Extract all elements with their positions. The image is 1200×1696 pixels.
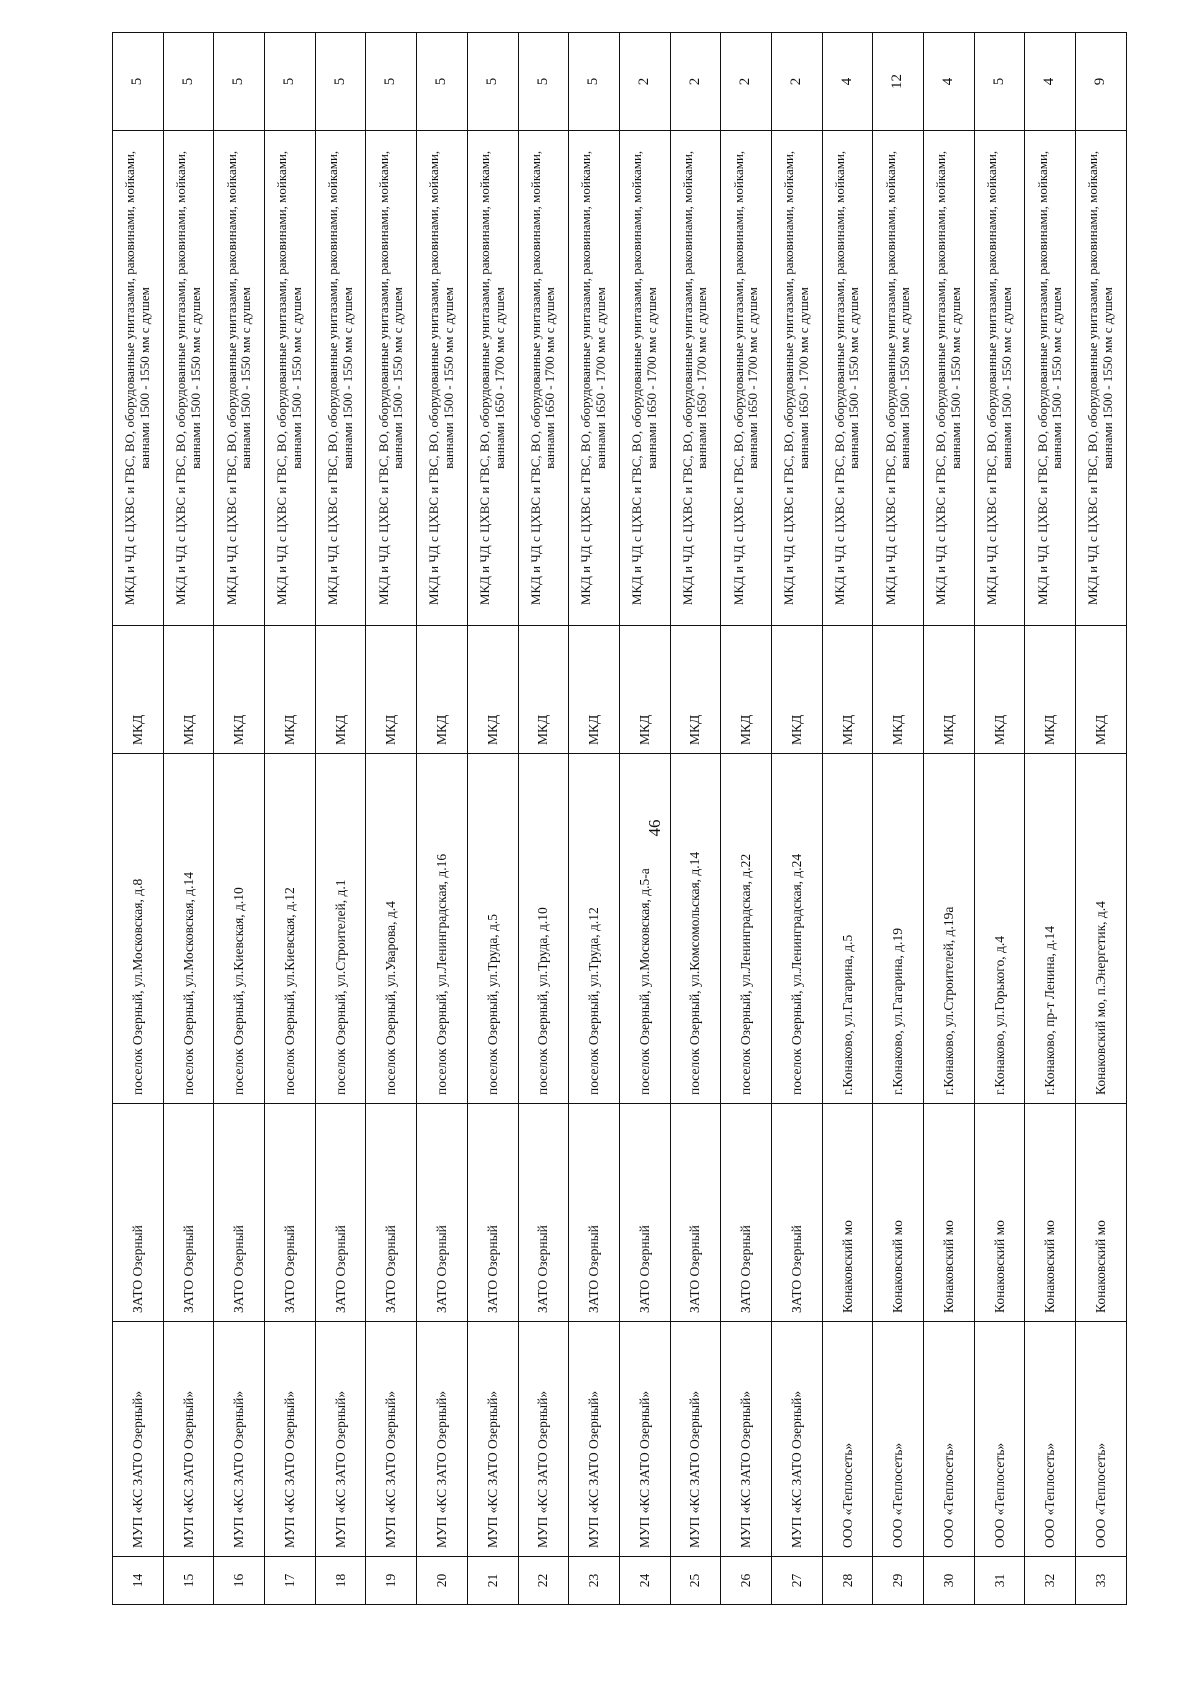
address-cell: поселок Озерный, ул.Киевская, д.12 [265, 754, 316, 1104]
municipality-cell: ЗАТО Озерный [467, 1104, 518, 1322]
table-row [214, 33, 265, 1605]
address-cell: г.Конаково, ул.Гагарина, д.5 [822, 754, 873, 1104]
row-number-cell: 29 [873, 1557, 924, 1605]
rotated-table-container [112, 33, 1127, 1605]
address-cell: поселок Озерный, ул.Строителей, д.1 [315, 754, 366, 1104]
table-row [569, 33, 620, 1605]
table-row [467, 33, 518, 1605]
row-number-cell: 31 [974, 1557, 1025, 1605]
description-cell: МКД и ЧД с ЦХВС и ГВС, ВО, оборудованные унитазами, раковинами, мойками, ваннами 1500 - 1550 мм с душем [113, 131, 164, 626]
organization-cell: МУП «КС ЗАТО Озерный» [670, 1322, 721, 1557]
municipality-cell: Конаковский мо [1025, 1104, 1076, 1322]
building-type-cell: МКД [619, 626, 670, 754]
municipality-cell: Конаковский мо [924, 1104, 975, 1322]
description-cell: МКД и ЧД с ЦХВС и ГВС, ВО, оборудованные унитазами, раковинами, мойками, ваннами 1650 - 1700 мм с душем [518, 131, 569, 626]
organization-cell: ООО «Теплосеть» [822, 1322, 873, 1557]
building-type-cell: МКД [518, 626, 569, 754]
table-row [721, 33, 772, 1605]
table-row [822, 33, 873, 1605]
row-number-cell: 33 [1076, 1557, 1127, 1605]
building-type-cell: МКД [366, 626, 417, 754]
description-cell: МКД и ЧД с ЦХВС и ГВС, ВО, оборудованные унитазами, раковинами, мойками, ваннами 1650 - 1700 мм с душем [619, 131, 670, 626]
table-row [1076, 33, 1127, 1605]
row-number-cell: 16 [214, 1557, 265, 1605]
count-cell: 5 [113, 33, 164, 131]
count-cell: 2 [721, 33, 772, 131]
address-cell: поселок Озерный, ул.Комсомольская, д.14 [670, 754, 721, 1104]
address-cell: г.Конаково, ул.Горького, д.4 [974, 754, 1025, 1104]
table-body [113, 33, 1127, 1605]
municipality-cell: Конаковский мо [974, 1104, 1025, 1322]
building-type-cell: МКД [467, 626, 518, 754]
organization-cell: ООО «Теплосеть» [924, 1322, 975, 1557]
organization-cell: МУП «КС ЗАТО Озерный» [619, 1322, 670, 1557]
row-number-cell: 19 [366, 1557, 417, 1605]
row-number-cell: 20 [417, 1557, 468, 1605]
table-row [113, 33, 164, 1605]
description-cell: МКД и ЧД с ЦХВС и ГВС, ВО, оборудованные унитазами, раковинами, мойками, ваннами 1500 - 1550 мм с душем [1025, 131, 1076, 626]
table-row [873, 33, 924, 1605]
building-type-cell: МКД [265, 626, 316, 754]
building-type-cell: МКД [417, 626, 468, 754]
count-cell: 5 [214, 33, 265, 131]
count-cell: 5 [265, 33, 316, 131]
municipality-cell: ЗАТО Озерный [315, 1104, 366, 1322]
address-cell: поселок Озерный, ул.Московская, д.8 [113, 754, 164, 1104]
address-cell: поселок Озерный, ул.Московская, д.5-а [619, 754, 670, 1104]
description-cell: МКД и ЧД с ЦХВС и ГВС, ВО, оборудованные унитазами, раковинами, мойками, ваннами 1500 - 1550 мм с душем [924, 131, 975, 626]
municipality-cell: Конаковский мо [873, 1104, 924, 1322]
address-cell: поселок Озерный, ул.Труда, д.12 [569, 754, 620, 1104]
address-cell: поселок Озерный, ул.Труда, д.10 [518, 754, 569, 1104]
count-cell: 5 [569, 33, 620, 131]
municipality-cell: ЗАТО Озерный [214, 1104, 265, 1322]
count-cell: 5 [315, 33, 366, 131]
count-cell: 2 [771, 33, 822, 131]
count-cell: 5 [518, 33, 569, 131]
page-number: 46 [645, 819, 664, 837]
address-cell: поселок Озерный, ул.Ленинградская, д.24 [771, 754, 822, 1104]
municipality-cell: ЗАТО Озерный [518, 1104, 569, 1322]
address-cell: поселок Озерный, ул.Ленинградская, д.22 [721, 754, 772, 1104]
description-cell: МКД и ЧД с ЦХВС и ГВС, ВО, оборудованные унитазами, раковинами, мойками, ваннами 1650 - 1700 мм с душем [467, 131, 518, 626]
row-number-cell: 21 [467, 1557, 518, 1605]
table-row [417, 33, 468, 1605]
municipality-cell: Конаковский мо [822, 1104, 873, 1322]
description-cell: МКД и ЧД с ЦХВС и ГВС, ВО, оборудованные унитазами, раковинами, мойками, ваннами 1650 - 1700 мм с душем [721, 131, 772, 626]
organization-cell: ООО «Теплосеть» [1076, 1322, 1127, 1557]
address-cell: поселок Озерный, ул.Московская, д.14 [163, 754, 214, 1104]
building-type-cell: МКД [974, 626, 1025, 754]
municipality-cell: ЗАТО Озерный [163, 1104, 214, 1322]
row-number-cell: 22 [518, 1557, 569, 1605]
municipality-cell: ЗАТО Озерный [417, 1104, 468, 1322]
table-row [315, 33, 366, 1605]
organization-cell: МУП «КС ЗАТО Озерный» [113, 1322, 164, 1557]
organization-cell: МУП «КС ЗАТО Озерный» [771, 1322, 822, 1557]
table-row [619, 33, 670, 1605]
count-cell: 4 [924, 33, 975, 131]
row-number-cell: 30 [924, 1557, 975, 1605]
count-cell: 5 [467, 33, 518, 131]
description-cell: МКД и ЧД с ЦХВС и ГВС, ВО, оборудованные унитазами, раковинами, мойками, ваннами 1500 - 1550 мм с душем [974, 131, 1025, 626]
table-row [974, 33, 1025, 1605]
row-number-cell: 15 [163, 1557, 214, 1605]
address-cell: поселок Озерный, ул.Уварова, д.4 [366, 754, 417, 1104]
building-type-cell: МКД [822, 626, 873, 754]
row-number-cell: 28 [822, 1557, 873, 1605]
table-row [1025, 33, 1076, 1605]
row-number-cell: 18 [315, 1557, 366, 1605]
count-cell: 5 [366, 33, 417, 131]
description-cell: МКД и ЧД с ЦХВС и ГВС, ВО, оборудованные унитазами, раковинами, мойками, ваннами 1500 - 1550 мм с душем [417, 131, 468, 626]
municipality-cell: Конаковский мо [1076, 1104, 1127, 1322]
organization-cell: ООО «Теплосеть» [974, 1322, 1025, 1557]
building-type-cell: МКД [163, 626, 214, 754]
building-type-cell: МКД [721, 626, 772, 754]
organization-cell: МУП «КС ЗАТО Озерный» [417, 1322, 468, 1557]
organization-cell: ООО «Теплосеть» [873, 1322, 924, 1557]
organization-cell: ООО «Теплосеть» [1025, 1322, 1076, 1557]
row-number-cell: 26 [721, 1557, 772, 1605]
municipality-cell: ЗАТО Озерный [265, 1104, 316, 1322]
count-cell: 5 [417, 33, 468, 131]
row-number-cell: 27 [771, 1557, 822, 1605]
organization-cell: МУП «КС ЗАТО Озерный» [569, 1322, 620, 1557]
building-type-cell: МКД [1076, 626, 1127, 754]
description-cell: МКД и ЧД с ЦХВС и ГВС, ВО, оборудованные унитазами, раковинами, мойками, ваннами 1500 - 1550 мм с душем [873, 131, 924, 626]
organization-cell: МУП «КС ЗАТО Озерный» [721, 1322, 772, 1557]
building-type-cell: МКД [113, 626, 164, 754]
address-cell: г.Конаково, ул.Строителей, д.19а [924, 754, 975, 1104]
description-cell: МКД и ЧД с ЦХВС и ГВС, ВО, оборудованные унитазами, раковинами, мойками, ваннами 1500 - 1550 мм с душем [1076, 131, 1127, 626]
building-type-cell: МКД [569, 626, 620, 754]
count-cell: 12 [873, 33, 924, 131]
organization-cell: МУП «КС ЗАТО Озерный» [467, 1322, 518, 1557]
table-row [366, 33, 417, 1605]
count-cell: 9 [1076, 33, 1127, 131]
address-cell: г.Конаково, пр-т Ленина, д.14 [1025, 754, 1076, 1104]
building-type-cell: МКД [873, 626, 924, 754]
row-number-cell: 14 [113, 1557, 164, 1605]
building-type-cell: МКД [214, 626, 265, 754]
municipality-cell: ЗАТО Озерный [771, 1104, 822, 1322]
building-type-cell: МКД [924, 626, 975, 754]
address-cell: поселок Озерный, ул.Киевская, д.10 [214, 754, 265, 1104]
table-row [265, 33, 316, 1605]
organization-cell: МУП «КС ЗАТО Озерный» [315, 1322, 366, 1557]
count-cell: 2 [619, 33, 670, 131]
row-number-cell: 23 [569, 1557, 620, 1605]
row-number-cell: 17 [265, 1557, 316, 1605]
municipality-cell: ЗАТО Озерный [721, 1104, 772, 1322]
description-cell: МКД и ЧД с ЦХВС и ГВС, ВО, оборудованные унитазами, раковинами, мойками, ваннами 1500 - 1550 мм с душем [214, 131, 265, 626]
municipality-cell: ЗАТО Озерный [113, 1104, 164, 1322]
count-cell: 4 [1025, 33, 1076, 131]
row-number-cell: 32 [1025, 1557, 1076, 1605]
count-cell: 5 [974, 33, 1025, 131]
description-cell: МКД и ЧД с ЦХВС и ГВС, ВО, оборудованные унитазами, раковинами, мойками, ваннами 1500 - 1550 мм с душем [265, 131, 316, 626]
organization-cell: МУП «КС ЗАТО Озерный» [366, 1322, 417, 1557]
municipality-cell: ЗАТО Озерный [366, 1104, 417, 1322]
municipality-cell: ЗАТО Озерный [670, 1104, 721, 1322]
description-cell: МКД и ЧД с ЦХВС и ГВС, ВО, оборудованные унитазами, раковинами, мойками, ваннами 1500 - 1550 мм с душем [822, 131, 873, 626]
description-cell: МКД и ЧД с ЦХВС и ГВС, ВО, оборудованные унитазами, раковинами, мойками, ваннами 1500 - 1550 мм с душем [366, 131, 417, 626]
description-cell: МКД и ЧД с ЦХВС и ГВС, ВО, оборудованные унитазами, раковинами, мойками, ваннами 1650 - 1700 мм с душем [569, 131, 620, 626]
row-number-cell: 25 [670, 1557, 721, 1605]
organization-cell: МУП «КС ЗАТО Озерный» [214, 1322, 265, 1557]
row-number-cell: 24 [619, 1557, 670, 1605]
description-cell: МКД и ЧД с ЦХВС и ГВС, ВО, оборудованные унитазами, раковинами, мойками, ваннами 1500 - 1550 мм с душем [163, 131, 214, 626]
address-cell: г.Конаково, ул.Гагарина, д.19 [873, 754, 924, 1104]
building-type-cell: МКД [315, 626, 366, 754]
organization-cell: МУП «КС ЗАТО Озерный» [163, 1322, 214, 1557]
count-cell: 2 [670, 33, 721, 131]
municipality-cell: ЗАТО Озерный [619, 1104, 670, 1322]
table-row [163, 33, 214, 1605]
building-type-cell: МКД [670, 626, 721, 754]
data-table [112, 32, 1127, 1605]
table-row [670, 33, 721, 1605]
description-cell: МКД и ЧД с ЦХВС и ГВС, ВО, оборудованные унитазами, раковинами, мойками, ваннами 1650 - 1700 мм с душем [670, 131, 721, 626]
count-cell: 4 [822, 33, 873, 131]
address-cell: Конаковский мо, п.Энергетик, д.4 [1076, 754, 1127, 1104]
organization-cell: МУП «КС ЗАТО Озерный» [518, 1322, 569, 1557]
table-row [924, 33, 975, 1605]
organization-cell: МУП «КС ЗАТО Озерный» [265, 1322, 316, 1557]
address-cell: поселок Озерный, ул.Ленинградская, д.16 [417, 754, 468, 1104]
table-row [518, 33, 569, 1605]
building-type-cell: МКД [1025, 626, 1076, 754]
count-cell: 5 [163, 33, 214, 131]
description-cell: МКД и ЧД с ЦХВС и ГВС, ВО, оборудованные унитазами, раковинами, мойками, ваннами 1500 - 1550 мм с душем [315, 131, 366, 626]
description-cell: МКД и ЧД с ЦХВС и ГВС, ВО, оборудованные унитазами, раковинами, мойками, ваннами 1650 - 1700 мм с душем [771, 131, 822, 626]
municipality-cell: ЗАТО Озерный [569, 1104, 620, 1322]
table-row [771, 33, 822, 1605]
building-type-cell: МКД [771, 626, 822, 754]
address-cell: поселок Озерный, ул.Труда, д.5 [467, 754, 518, 1104]
